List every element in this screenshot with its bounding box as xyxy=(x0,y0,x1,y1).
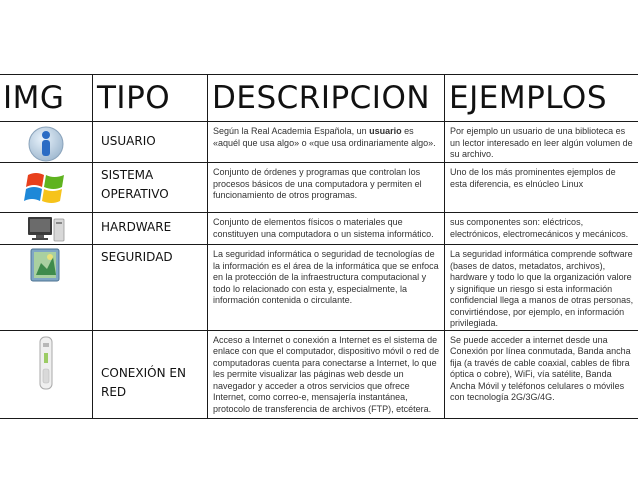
img-cell xyxy=(0,330,93,418)
descripcion-cell: Conjunto de elementos físicos o materiales que constituyen una computadora o un sistema informático. xyxy=(208,213,445,245)
table-row xyxy=(0,245,638,331)
windows-logo-icon xyxy=(24,167,68,207)
tipo-cell: SEGURIDAD xyxy=(93,245,208,331)
header-img: IMG xyxy=(0,75,93,122)
tipo-cell: CONEXIÓN EN RED xyxy=(93,330,208,418)
table-row xyxy=(0,213,638,245)
network-connector-icon xyxy=(34,335,58,391)
header-descripcion: DESCRIPCION xyxy=(208,75,445,122)
img-cell xyxy=(0,163,93,213)
ejemplos-cell: Se puede acceder a internet desde una Conexión por línea conmutada, Banda ancha fija (a través de cable coaxial, cables de fibra óptica o cobre), WiFi, vía satélite, Banda Ancha Móvil y teléfonos celulares o móviles con tecnología 2G/3G/4G. xyxy=(445,330,638,418)
computer-icon xyxy=(26,215,66,243)
ejemplos-cell: Uno de los más prominentes ejemplos de esta diferencia, es elnúcleo Linux xyxy=(445,163,638,213)
header-row xyxy=(0,75,638,122)
tipo-cell: SISTEMA OPERATIVO xyxy=(93,163,208,213)
descripcion-cell: La seguridad informática o seguridad de tecnologías de la información es el área de la informática que se enfoca en la protección de la infraestructura computacional y todo lo relacionado con esta y, especialmente, la información contenida o circulante. xyxy=(208,245,445,331)
ejemplos-cell: Por ejemplo un usuario de una biblioteca es un lector interesado en leer algún volumen de su archivo. xyxy=(445,122,638,163)
ejemplos-cell: sus componentes son: eléctricos, electrónicos, electromecánicos y mecánicos. xyxy=(445,213,638,245)
table-row xyxy=(0,330,638,418)
header-ejemplos: EJEMPLOS xyxy=(445,75,638,122)
table-row xyxy=(0,122,638,163)
img-cell xyxy=(0,122,93,163)
tipo-cell: USUARIO xyxy=(93,122,208,163)
img-cell xyxy=(0,213,93,245)
descripcion-cell: Acceso a Internet o conexión a Internet es el sistema de enlace con que el computador, dispositivo móvil o red de computadoras cuenta para conectarse a Internet, lo que les permite visualizar las páginas web desde un navegador y acceder a otros servicios que ofrece Internet, como correo-e, mensajería instantánea, protocolo de transferencia de archivos (FTP), etcétera. xyxy=(208,330,445,418)
tipo-cell: HARDWARE xyxy=(93,213,208,245)
table-row xyxy=(0,163,638,213)
ejemplos-cell: La seguridad informática comprende software (bases de datos, metadatos, archivos), hardware y todo lo que la organización valore y signifique un riesgo si esta información confidencial llega a manos de otras personas, convirtiéndose, por ejemplo, en información privilegiada. xyxy=(445,245,638,331)
descripcion-cell: Conjunto de órdenes y programas que controlan los procesos básicos de una computadora y permiten el funcionamiento de otros programas. xyxy=(208,163,445,213)
info-table xyxy=(0,74,638,419)
img-cell xyxy=(0,245,93,331)
user-icon xyxy=(28,126,64,162)
descripcion-cell: Según la Real Academia Española, un usuario es «aquél que usa algo» o «que usa ordinariamente algo». xyxy=(208,122,445,163)
header-tipo: TIPO xyxy=(93,75,208,122)
security-icon xyxy=(29,247,63,283)
